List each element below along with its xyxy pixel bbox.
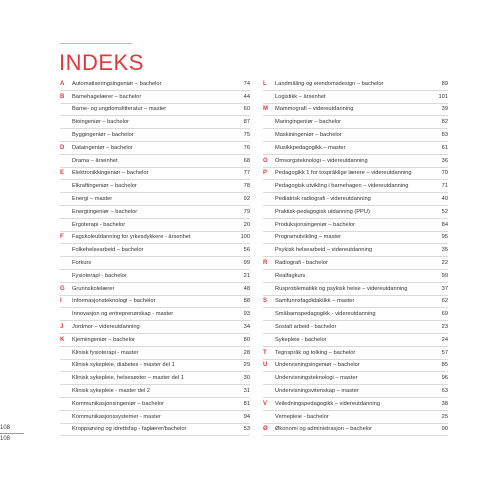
index-entry (263, 168, 448, 181)
index-letter: R (263, 260, 268, 267)
index-entry (60, 155, 250, 168)
index-entry (263, 347, 448, 360)
index-entry-page: 36 (441, 157, 448, 164)
index-entry-page: 90 (441, 426, 448, 433)
index-entry-name: Vernepleie - bachelor (275, 413, 329, 420)
index-entry-name: Småbarnspedagogikk - videreutdanning (275, 311, 376, 318)
index-entry (263, 219, 448, 232)
index-entry (263, 321, 448, 334)
index-entry (60, 142, 250, 155)
index-entry-page: 38 (441, 400, 448, 407)
index-entry-page: 100 (240, 234, 250, 241)
index-entry-page: 69 (441, 311, 448, 318)
index-entry-name: Fysioterapi - bachelor (72, 272, 127, 279)
index-entry-name: Undervisningsvitenskap – master (275, 388, 359, 395)
index-entry-name: Undervisningsingeniør – bachelor (275, 362, 360, 369)
index-entry-name: Automatiseringsingeniør – bachelor (72, 80, 162, 87)
index-entry-name: Elkraftingeniør – bachelor (72, 183, 137, 190)
index-entry-name: Radiografi - bachelor (275, 260, 328, 267)
index-entry-name: Maringingeniør – bachelor (275, 119, 342, 126)
index-entry-page: 23 (441, 324, 448, 331)
index-entry (263, 385, 448, 398)
index-entry-name: Fagskoleutdanning for yrkesdykkere - årsenhet (72, 234, 191, 241)
index-entry (60, 372, 250, 385)
index-entry-page: 37 (441, 285, 448, 292)
index-entry (60, 244, 250, 257)
index-entry-page: 25 (441, 413, 448, 420)
index-entry-page: 52 (441, 208, 448, 215)
index-entry (263, 78, 448, 91)
index-entry (263, 372, 448, 385)
index-entry-page: 30 (243, 375, 250, 382)
index-entry-page: 48 (243, 285, 250, 292)
index-entry-name: Energi – master (72, 196, 113, 203)
index-entry-name: Samfunnsfagdidaktikk – master (275, 298, 355, 305)
index-entry-name: Praktisk-pedagogisk utdanning (PPU) (275, 208, 370, 215)
page-title: INDEKS (59, 50, 144, 75)
index-entry-name: Mammografi – videreutdanning (275, 106, 354, 113)
index-entry-name: Realfagkurs (275, 272, 306, 279)
index-entry-name: Omsorgsteknologi – videreutdanning (275, 157, 368, 164)
index-entry-page: 39 (441, 106, 448, 113)
index-letter: Ø (263, 426, 268, 433)
index-letter: U (263, 362, 268, 369)
index-entry-page: 57 (441, 349, 448, 356)
index-entry (60, 219, 250, 232)
index-entry (60, 270, 250, 283)
index-entry (263, 283, 448, 296)
index-entry-name: Klinisk fysioterapi - master (72, 349, 139, 356)
index-entry (60, 180, 250, 193)
index-letter: E (60, 170, 65, 177)
index-entry-page: 99 (243, 260, 250, 267)
index-entry-name: Rusproblematikk og psykisk helse – videreutdanning (275, 285, 408, 292)
index-entry-page: 87 (243, 119, 250, 126)
index-entry-page: 94 (243, 413, 250, 420)
index-entry (60, 424, 250, 437)
index-entry (60, 193, 250, 206)
index-entry-page: 96 (441, 375, 448, 382)
index-entry-name: Byggingeniør – bachelor (72, 132, 134, 139)
index-entry-page: 79 (243, 208, 250, 215)
index-entry-page: 34 (243, 324, 250, 331)
index-entry (263, 129, 448, 142)
index-entry-name: Sosialt arbeid - bachelor (275, 324, 337, 331)
index-entry-name: Økonomi og administrasjon – bachelor (275, 426, 373, 433)
index-entry (263, 411, 448, 424)
index-entry (60, 104, 250, 117)
index-letter: L (263, 80, 267, 87)
index-entry-page: 92 (243, 196, 250, 203)
index-entry-page: 62 (441, 298, 448, 305)
index-entry-page: 24 (441, 336, 448, 343)
index-entry (263, 142, 448, 155)
index-entry (263, 193, 448, 206)
index-entry-page: 81 (243, 400, 250, 407)
index-entry-page: 83 (441, 132, 448, 139)
index-entry-name: Landmåling og eiendomsdesign – bachelor (275, 80, 384, 87)
index-entry (60, 283, 250, 296)
index-entry (60, 296, 250, 309)
index-entry (263, 398, 448, 411)
index-entry-name: Kommunikasjonsingeniør – bachelor (72, 400, 164, 407)
index-entry-name: Programutvikling – master (275, 234, 342, 241)
index-entry-name: Logistikk – årsenhet (275, 93, 326, 100)
page-number-bottom: 108 (0, 436, 11, 442)
index-entry-name: Innovasjon og entreprenørskap - master (72, 311, 174, 318)
index-column-right (263, 78, 448, 436)
index-entry (263, 155, 448, 168)
index-entry (263, 180, 448, 193)
index-entry-name: Folkehelsearbeid – bachelor (72, 247, 144, 254)
index-letter: P (263, 170, 268, 177)
index-entry-page: 22 (441, 260, 448, 267)
index-entry (60, 168, 250, 181)
index-entry-page: 20 (243, 221, 250, 228)
index-entry-page: 80 (243, 336, 250, 343)
index-entry-page: 53 (243, 426, 250, 433)
index-entry-name: Barnehagelærer – bachelor (72, 93, 142, 100)
index-letter: S (263, 298, 268, 305)
index-entry-page: 63 (441, 388, 448, 395)
index-letter: T (263, 349, 267, 356)
index-letter: V (263, 400, 268, 407)
index-entry (60, 78, 250, 91)
index-entry (263, 360, 448, 373)
index-entry-page: 95 (441, 234, 448, 241)
index-entry (60, 232, 250, 245)
index-entry-name: Energiingeniør – bachelor (72, 208, 138, 215)
index-entry-name: Klinisk sykepleie - master del 2 (72, 388, 151, 395)
page-number-top: 108 (0, 425, 11, 431)
index-entry (60, 360, 250, 373)
index-entry (60, 398, 250, 411)
index-entry-page: 40 (441, 196, 448, 203)
index-entry-page: 85 (441, 362, 448, 369)
index-entry-page: 84 (441, 221, 448, 228)
index-entry (263, 206, 448, 219)
index-entry-page: 76 (243, 144, 250, 151)
index-entry-name: Barne- og ungdomslitteratur – master (72, 106, 167, 113)
index-letter: A (60, 80, 65, 87)
index-entry (60, 206, 250, 219)
index-entry-page: 77 (243, 170, 250, 177)
index-entry (60, 334, 250, 347)
index-entry-page: 71 (441, 183, 448, 190)
index-letter: G (60, 285, 65, 292)
index-entry-name: Veiledningspedagogikk – videreutdanning (275, 400, 380, 407)
index-entry (60, 347, 250, 360)
index-entry-name: Drama – årsenhet (72, 157, 118, 164)
index-entry (263, 104, 448, 117)
index-letter: D (60, 144, 65, 151)
index-entry-page: 28 (243, 349, 250, 356)
index-entry-page: 44 (243, 93, 250, 100)
index-entry-page: 68 (243, 157, 250, 164)
index-entry-name: Jordmor – videreutdanning (72, 324, 140, 331)
index-entry (60, 116, 250, 129)
index-entry-name: Ergoterapi - bachelor (72, 221, 126, 228)
index-entry-page: 99 (441, 272, 448, 279)
index-entry-name: Elektronikkingeniør – bachelor (72, 170, 149, 177)
index-entry-page: 70 (441, 170, 448, 177)
index-letter: M (263, 106, 268, 113)
index-entry-name: Kommunikasjonssystemer - master (72, 413, 161, 420)
index-entry (60, 385, 250, 398)
index-entry-name: Tegnspråk og tolking – bachelor (275, 349, 356, 356)
index-entry-name: Forkurs (72, 260, 92, 267)
index-entry-page: 82 (441, 119, 448, 126)
index-entry-name: Klinisk sykepleie, helsesøster – master del 1 (72, 375, 184, 382)
index-entry-name: Informasjonsteknologi – bachelor (72, 298, 156, 305)
index-entry (60, 411, 250, 424)
index-entry (263, 257, 448, 270)
footer-rule (0, 433, 24, 434)
index-entry-name: Pedagogisk utvikling i barnehagen – videreutdanning (275, 183, 409, 190)
index-entry (60, 129, 250, 142)
index-entry-page: 29 (243, 362, 250, 369)
index-entry (263, 116, 448, 129)
index-entry-name: Bioingeniør – bachelor (72, 119, 129, 126)
index-entry-page: 89 (441, 80, 448, 87)
index-entry-page: 21 (243, 272, 250, 279)
index-entry-page: 31 (243, 388, 250, 395)
index-entry-page: 61 (441, 144, 448, 151)
index-entry (60, 308, 250, 321)
index-entry-name: Psykisk helsearbeid – videreutdanning (275, 247, 373, 254)
index-letter: I (60, 298, 62, 305)
index-entry (263, 424, 448, 437)
index-entry-name: Kroppsøving og idrettsfag - faglærer/bachelor (72, 426, 187, 433)
index-entry-name: Sykepleie - bachelor (275, 336, 327, 343)
index-entry (263, 270, 448, 283)
index-entry-page: 60 (243, 106, 250, 113)
index-entry (263, 296, 448, 309)
index-entry-name: Undervisningsteknologi – master (275, 375, 358, 382)
index-entry (263, 308, 448, 321)
index-entry (60, 321, 250, 334)
index-entry (263, 232, 448, 245)
index-entry-name: Pedagogikk 1 for tospråklige lærere – videreutdanning (275, 170, 412, 177)
index-entry-name: Produksjonsingeniør – bachelor (275, 221, 355, 228)
index-entry-name: Klinisk sykepleie, diabetes - master del 1 (72, 362, 175, 369)
index-letter: F (60, 234, 64, 241)
index-entry-page: 78 (243, 183, 250, 190)
index-entry (263, 91, 448, 104)
index-entry-name: Maskiningeniør – bachelor (275, 132, 342, 139)
index-entry-page: 93 (243, 311, 250, 318)
index-entry-page: 74 (243, 80, 250, 87)
index-entry-page: 75 (243, 132, 250, 139)
title-rule (60, 43, 132, 44)
index-entry (263, 244, 448, 257)
index-letter: K (60, 336, 65, 343)
index-entry-name: Grunnskolelærer (72, 285, 115, 292)
index-column-left (60, 78, 250, 436)
index-entry (60, 257, 250, 270)
index-entry (263, 334, 448, 347)
index-entry-name: Dataingeniør – bachelor (72, 144, 133, 151)
index-entry-page: 56 (243, 247, 250, 254)
index-entry-page: 35 (441, 247, 448, 254)
index-entry-name: Kjemiingeniør – bachelor (72, 336, 135, 343)
index-letter: B (60, 93, 65, 100)
index-letter: O (263, 157, 268, 164)
index-letter: J (60, 324, 64, 331)
index-entry-page: 88 (243, 298, 250, 305)
index-entry (60, 91, 250, 104)
index-entry-name: Musikkpedagogikk – master (275, 144, 346, 151)
index-entry-page: 101 (438, 93, 448, 100)
index-entry-name: Pediatrisk radiografi - videreutdanning (275, 196, 371, 203)
